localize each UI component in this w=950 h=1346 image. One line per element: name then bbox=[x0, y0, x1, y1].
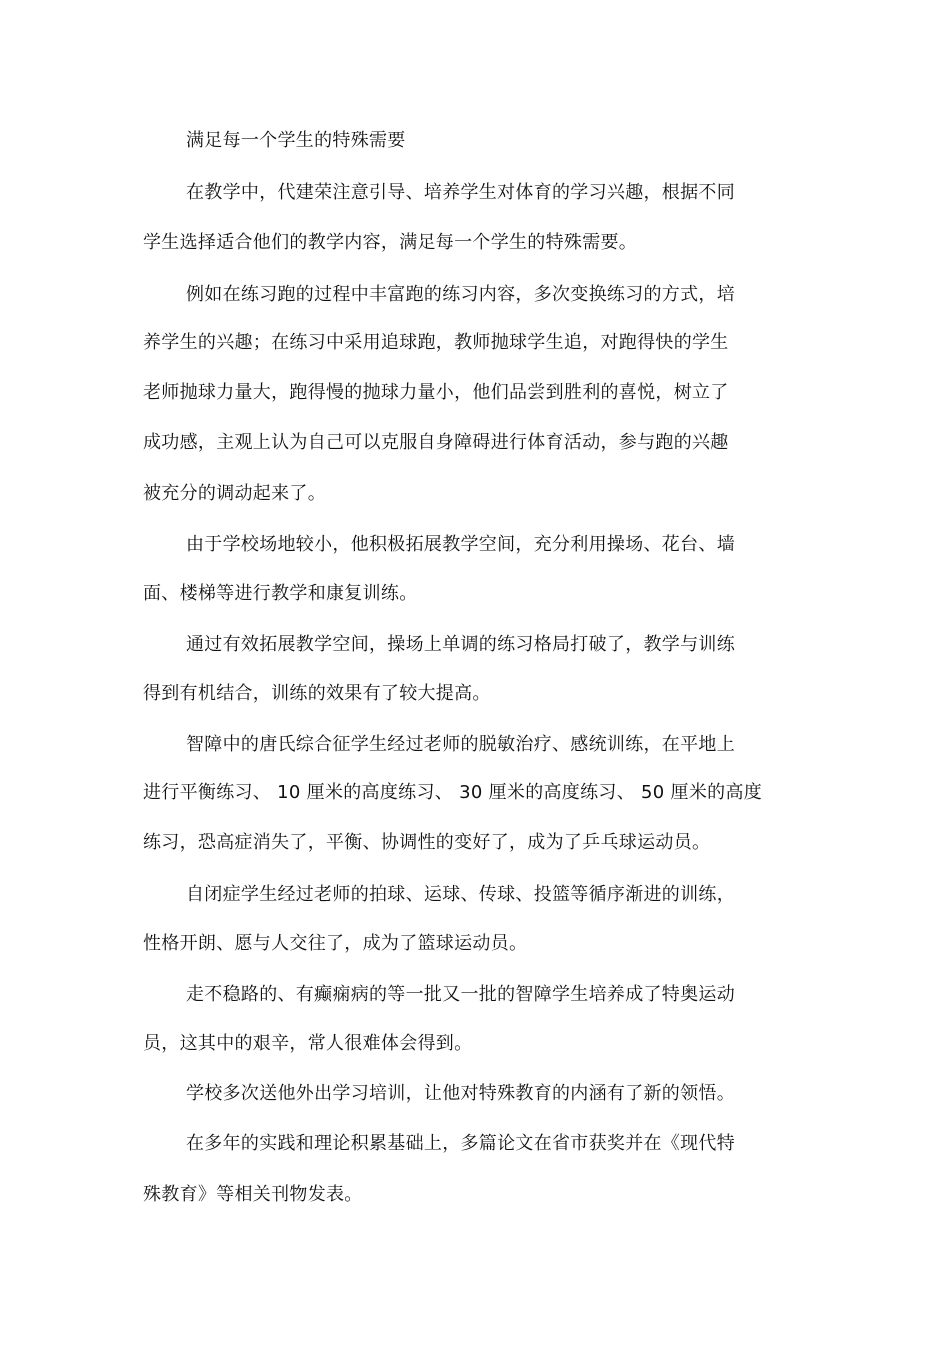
paragraph-line: 进行平衡练习、 10 厘米的高度练习、 30 厘米的高度练习、 50 厘米的高度 bbox=[143, 782, 763, 803]
paragraph-line: 员，这其中的艰辛，常人很难体会得到。 bbox=[143, 1033, 473, 1054]
paragraph-line: 学校多次送他外出学习培训，让他对特殊教育的内涵有了新的领悟。 bbox=[186, 1083, 735, 1104]
paragraph-line: 在教学中，代建荣注意引导、培养学生对体育的学习兴趣，根据不同 bbox=[186, 182, 735, 203]
paragraph-line: 练习，恐高症消失了，平衡、协调性的变好了，成为了乒乓球运动员。 bbox=[143, 832, 711, 853]
paragraph-line: 成功感，主观上认为自己可以克服自身障碍进行体育活动，参与跑的兴趣 bbox=[143, 432, 729, 453]
paragraph-line: 智障中的唐氏综合征学生经过老师的脱敏治疗、感统训练，在平地上 bbox=[186, 734, 735, 755]
paragraph-line: 通过有效拓展教学空间，操场上单调的练习格局打破了，教学与训练 bbox=[186, 634, 735, 655]
paragraph-line: 走不稳路的、有癫痫病的等一批又一批的智障学生培养成了特奥运动 bbox=[186, 984, 735, 1005]
paragraph-line: 殊教育》等相关刊物发表。 bbox=[143, 1184, 363, 1205]
paragraph-heading: 满足每一个学生的特殊需要 bbox=[186, 130, 406, 151]
paragraph-line: 由于学校场地较小，他积极拓展教学空间，充分利用操场、花台、墙 bbox=[186, 534, 735, 555]
paragraph-line: 学生选择适合他们的教学内容，满足每一个学生的特殊需要。 bbox=[143, 232, 638, 253]
paragraph-line: 老师抛球力量大，跑得慢的抛球力量小，他们品尝到胜利的喜悦，树立了 bbox=[143, 382, 729, 403]
paragraph-line: 例如在练习跑的过程中丰富跑的练习内容，多次变换练习的方式，培 bbox=[186, 284, 735, 305]
paragraph-line: 在多年的实践和理论积累基础上，多篇论文在省市获奖并在《现代特 bbox=[186, 1133, 735, 1154]
paragraph-line: 性格开朗、愿与人交往了，成为了篮球运动员。 bbox=[143, 933, 528, 954]
paragraph-line: 养学生的兴趣；在练习中采用追球跑，教师抛球学生追，对跑得快的学生 bbox=[143, 332, 729, 353]
paragraph-line: 面、楼梯等进行教学和康复训练。 bbox=[143, 583, 418, 604]
paragraph-line: 得到有机结合，训练的效果有了较大提高。 bbox=[143, 683, 491, 704]
paragraph-line: 自闭症学生经过老师的拍球、运球、传球、投篮等循序渐进的训练， bbox=[186, 884, 735, 905]
paragraph-line: 被充分的调动起来了。 bbox=[143, 483, 326, 504]
